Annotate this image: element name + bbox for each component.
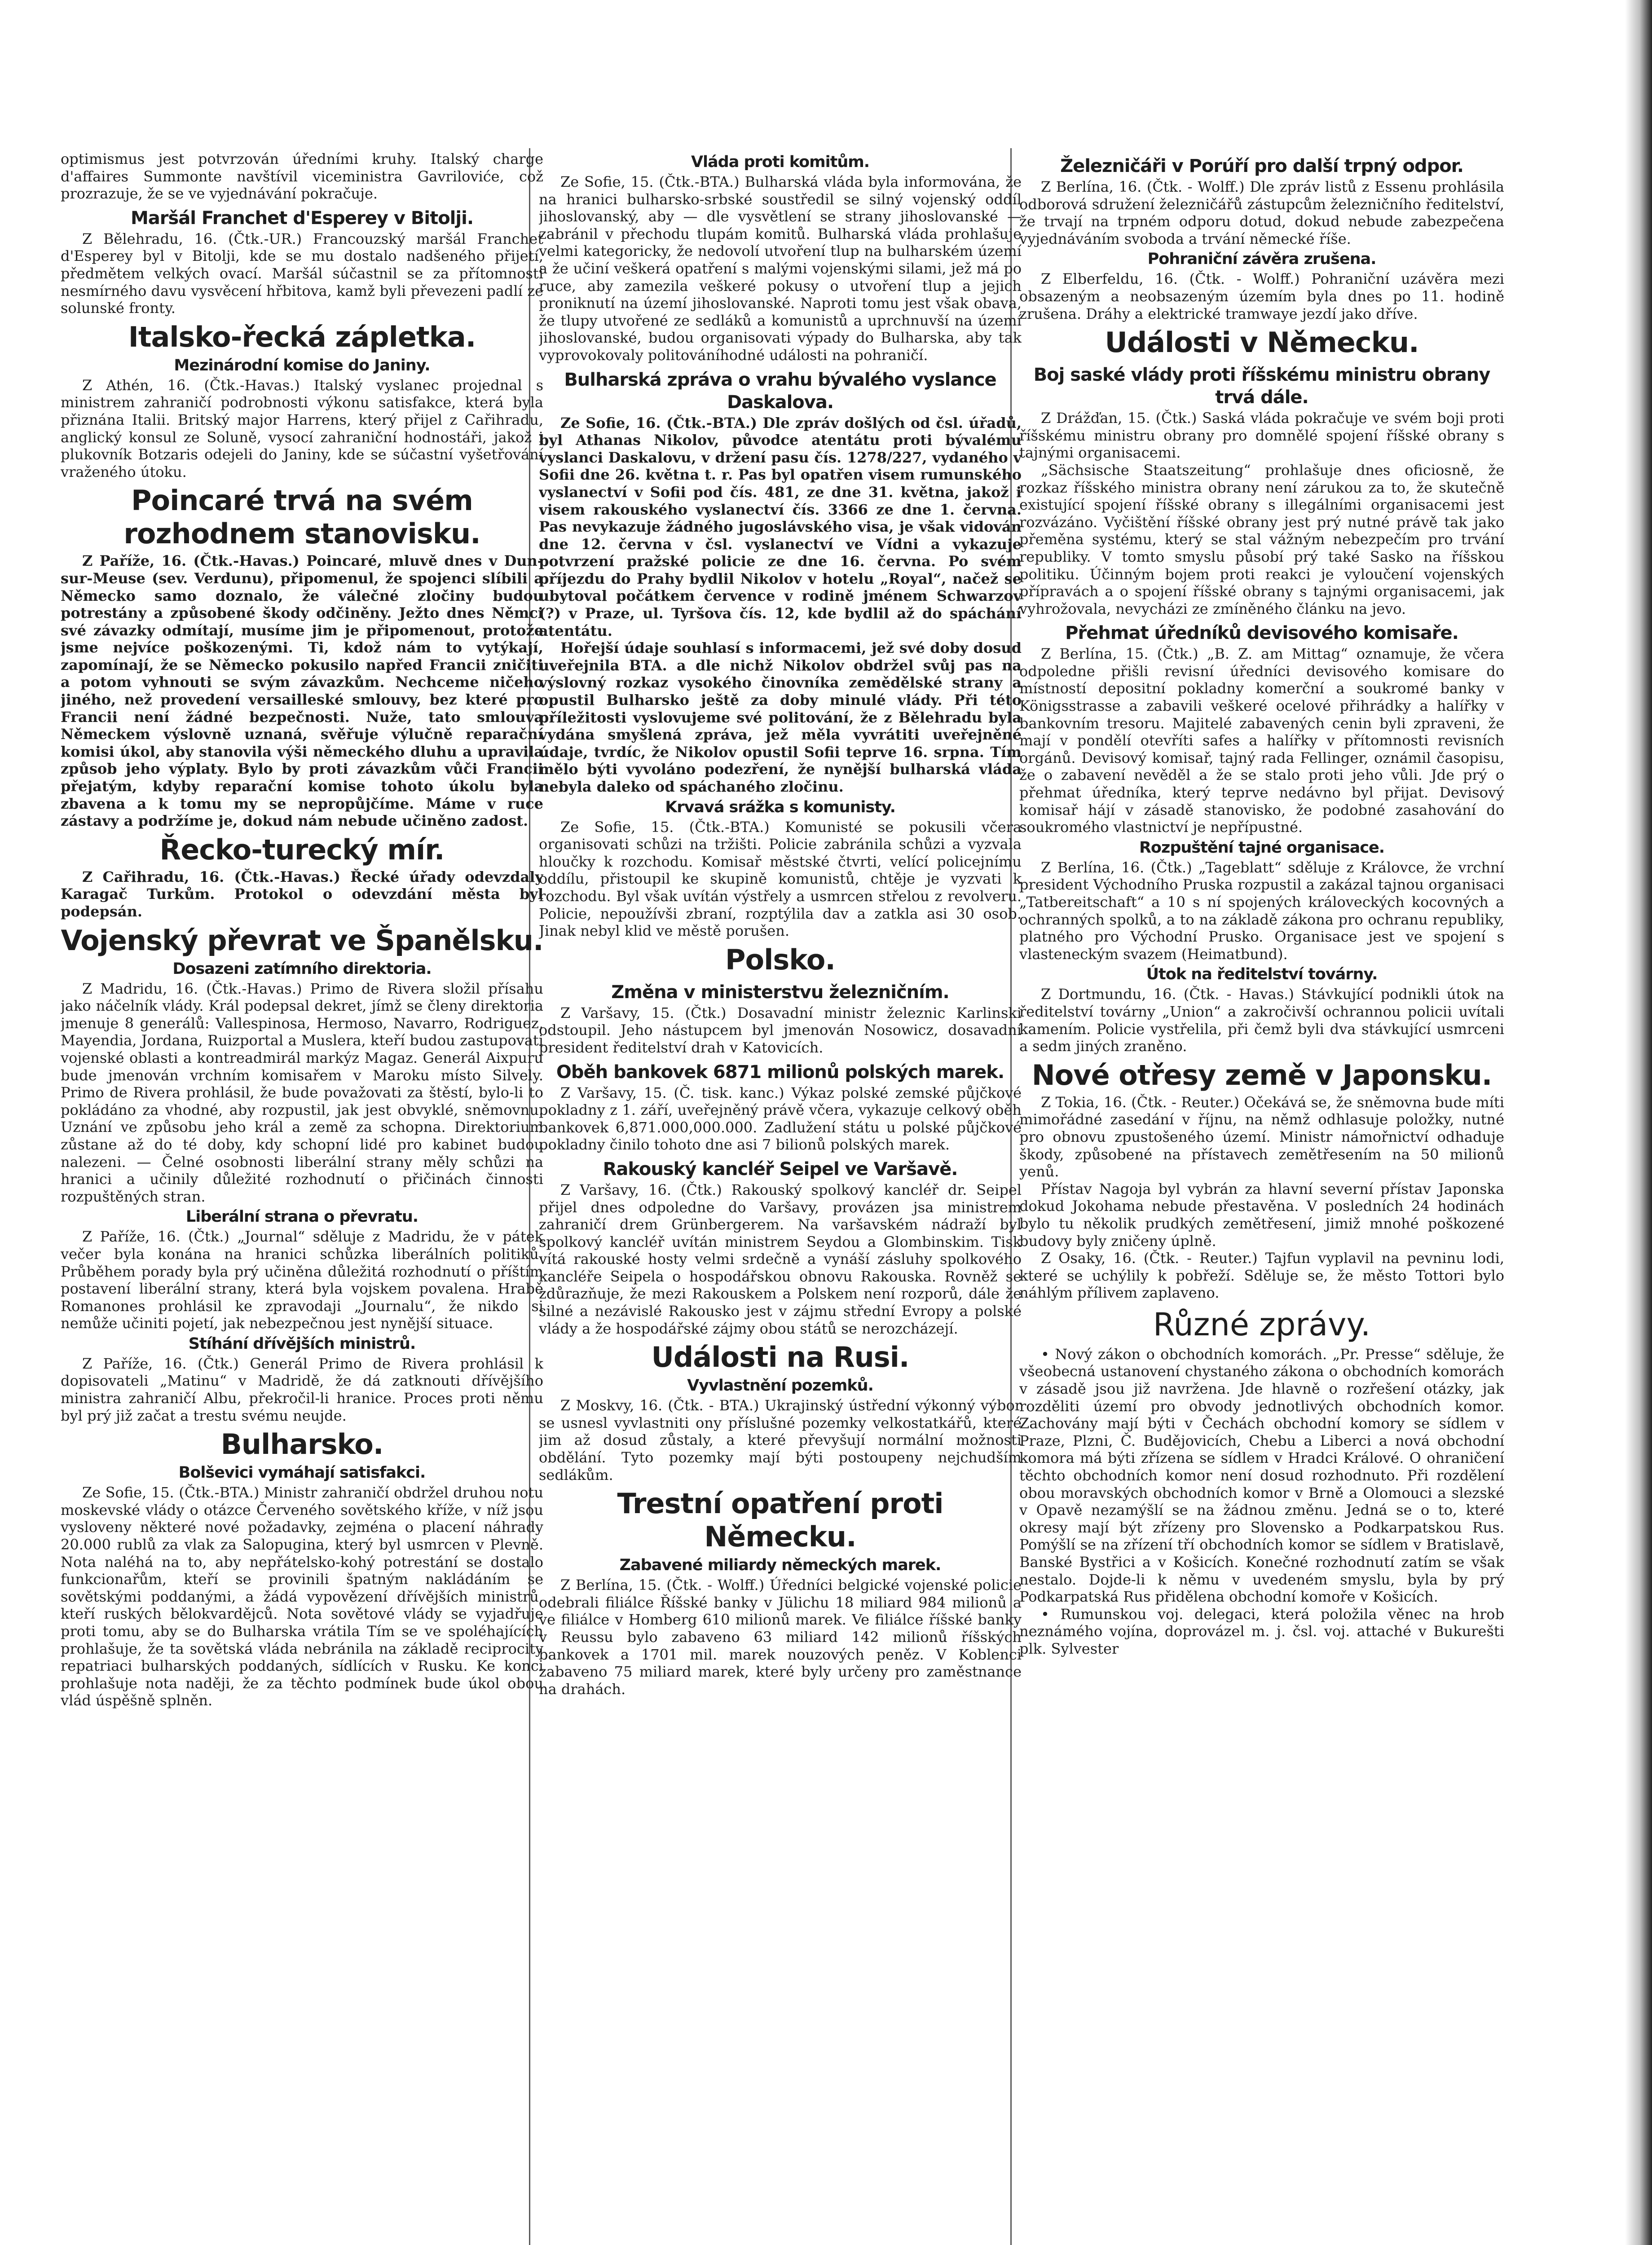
- article-paragraph: Z Paříže, 16. (Čtk.) Generál Primo de Rivera prohlásil k dopisovateli „Matinu“ v Madridě, že dá zatknouti dřívějšího ministra zahraničí Albu, překročil-li hranice. Proces proti němu byl prý již začat a trestu svému neujde.: [61, 1355, 543, 1424]
- article-paragraph: Ze Sofie, 15. (Čtk.-BTA.) Bulharská vláda byla informována, že na hranici bulharsko-srbské soustředil se silný vojenský oddíl jihoslovanský, aby — dle vysvětlení se strany jihoslovanské — zabránil v přechodu tlupám komitů. Bulharská vláda prohlašuje velmi kategoricky, že nedovolí utvoření tlup na bulharském území a že učiní veškerá opatření s malými vojenskými silami, jež má po ruce, aby zamezila veškeré pokusy o utvoření tlup a jejich proniknutí na území jihoslovanské. Naproti tomu jest však obava, že tlupy utvořené ze sedláků a komunistů a uprchnuvší na území jihoslovanské, budou organisovati výpady do Bulharska, aby tak vyprovokovaly politováníhodné události na pohraničí.: [539, 173, 1022, 364]
- article-paragraph: • Rumunskou voj. delegaci, která položila věnec na hrob neznámého vojína, doprovázel m. j. čsl. voj. attaché v Bukurešti plk. Sylvester: [1019, 1605, 1504, 1657]
- section-headline: Vojenský převrat ve Španělsku.: [61, 924, 543, 957]
- article-headline: Boj saské vlády proti říšskému ministru obrany trvá dále.: [1033, 365, 1490, 408]
- newspaper-column-1: [61, 150, 543, 2245]
- article-headline: Změna v ministerstvu železničním.: [611, 982, 949, 1003]
- article-subheadline: Krvavá srážka s komunisty.: [665, 798, 895, 816]
- article-subheadline: Vyvlastnění pozemků.: [687, 1377, 873, 1395]
- article-paragraph: Z Moskvy, 16. (Čtk. - BTA.) Ukrajinský ústřední výkonný výbor se usnesl vyvlastniti ony příslušné pozemky velkostatkářů, které jim až dosud zůstaly, a které převyšují normální možnosti obdělání. Tyto pozemky mají býti postoupeny nejchudším sedlákům.: [539, 1397, 1022, 1483]
- article-subheadline: Rozpuštění tajné organisace.: [1139, 838, 1385, 857]
- article-paragraph: Z Berlína, 16. (Čtk. - Wolff.) Dle zpráv listů z Essenu prohlásila odborová sdružení železničářů zástupcům železničního ředitelství, že trvají na trpném odporu dotud, dokud nebude zabezpečena vyjednáváním svoboda a trvání německé říše.: [1019, 178, 1504, 247]
- article-paragraph: Z Varšavy, 15. (Č. tisk. kanc.) Výkaz polské zemské půjčkové pokladny z 1. září, uveřejněný právě včera, vykazuje celkový oběh bankovek 6,871.000,000.000. Zadlužení státu u polské půjčkové pokladny činilo tohoto dne asi 7 bilionů polských marek.: [539, 1084, 1022, 1153]
- article-subheadline: Dosazeni zatímního direktoria.: [172, 960, 432, 978]
- article-subheadline: Útok na ředitelství továrny.: [1146, 965, 1378, 984]
- article-subheadline: Mezinárodní komise do Janiny.: [174, 356, 430, 374]
- article-paragraph: Z Paříže, 16. (Čtk.-Havas.) Poincaré, mluvě dnes v Dun-sur-Meuse (sev. Verdunu), připomenul, že spojenci slíbili a Německo samo doznalo, že válečné zločiny budou potrestány a způsobené škody odčiněny. Ježto dnes Němci své závazky odmítají, musíme jim je připomenout, protože jsme nejvíce poškozenými. Ti, kdož nám to vytýkají, zapomínají, že se Německo pokusilo napřed Francii zničiti a potom vyhnouti se svým závazkům. Nechceme ničeho jiného, než provedení versailleské smlouvy, bez které pro Francii není žádné bezpečnosti. Nuže, tato smlouva Německem výslovně uznaná, svěřuje výlučně reparační komisi úkol, aby stanovila výši německého dluhu a upravila způsob jeho výplaty. Bylo by proti závazkům vůči Francii přejatým, kdyby reparační komise tohoto úkolu byla zbavena a k tomu my se nepropůjčíme. Máme v ruce zástavy a podržíme je, dokud nám nebude učiněno zadost.: [61, 552, 543, 830]
- section-headline: Nové otřesy země v Japonsku.: [1031, 1058, 1492, 1092]
- article-paragraph: Přístav Nagoja byl vybrán za hlavní severní přístav Japonska dokud Jokohama nebude přestavěna. V posledních 24 hodinách bylo tu několik prudkých zemětřesení, jimiž mnohé poškozené budovy byly zničeny úplně.: [1019, 1180, 1504, 1250]
- article-paragraph: Z Athén, 16. (Čtk.-Havas.) Italský vyslanec projednal s ministrem zahraničí podrobnosti výkonu satisfakce, která byla přiznána Italii. Britský major Harrens, který přijel z Cařihradu, anglický konsul ze Soluně, vysocí zahraniční hodnostáři, jakož i plukovník Botzaris odejeli do Janiny, kde se súčastní vyšetřování vraženého útoku.: [61, 376, 543, 480]
- article-headline: Maršál Franchet d'Esperey v Bitolji.: [130, 207, 474, 229]
- article-paragraph: Z Berlína, 16. (Čtk.) „Tageblatt“ sděluje z Královce, že vrchní president Východního Pruska rozpustil a zakázal tajnou organisaci „Tatbereitschaft“ a 10 s ní spojených královeckých kocovných a ochranných spolků, a to na základě zákona pro ochranu republiky, platného pro Východní Prusko. Organisace jest ve spojení s vlasteneckým svazem (Heimatbund).: [1019, 858, 1504, 963]
- section-headline: Poincaré trvá na svém rozhodnem stanovisku.: [123, 484, 480, 550]
- article-paragraph: Z Osaky, 16. (Čtk. - Reuter.) Tajfun vyplavil na pevninu lodi, které se uchýlily k pobřeží. Sděluje se, že město Tottori bylo náhlým přílivem zaplaveno.: [1019, 1250, 1504, 1302]
- article-headline: Bulharská zpráva o vrahu bývalého vyslance Daskalova.: [564, 369, 996, 413]
- article-paragraph: Z Drážďan, 15. (Čtk.) Saská vláda pokračuje ve svém boji proti říšskému ministru obrany pro domnělé spojení říšské obrany s tajnými organisacemi.: [1019, 409, 1504, 462]
- article-paragraph: Z Berlína, 15. (Čtk. - Wolff.) Úředníci belgické vojenské policie odebrali filiálce Říšské banky v Jülichu 18 miliard 984 milionů a ve filiálce v Homberg 610 milionů marek. Ve filiálce říšské banky v Reussu bylo zabaveno 63 miliard 142 milionů říšských bankovek a 1701 mil. marek nouzových peněz. V Koblenci zabaveno 75 miliard marek, které byly určeny pro zaměstnance na drahách.: [539, 1576, 1022, 1698]
- article-paragraph: Z Dortmundu, 16. (Čtk. - Havas.) Stávkující podnikli útok na ředitelství továrny „Union“ a zakročivší ochrannou policii uvítali kamením. Policie vystřelila, při čemž byli dva stávkující usmrceni a sedm jiných zraněno.: [1019, 986, 1504, 1055]
- article-paragraph: Z Berlína, 15. (Čtk.) „B. Z. am Mittag“ oznamuje, že včera odpoledne přišli revisní úředníci devisového komisare do místností depositní pokladny komerční a soukromé banky v Königsstrasse a zabavili veškeré ocelové přihrádky a halířky v bankovním tresoru. Majitelé zabavených cenin byli zpraveni, že mají v pondělí otevříti safes a halířky v přítomnosti revisních orgánů. Devisový komisař, tajný rada Fellinger, oznámil časopisu, že o zabavení nevěděl a že se stalo proti jeho vůli. Jde prý o přehmat úředníka, který teprve nedávno byl přijat. Devisový komisař hájí v zásadě stanovisko, že podobné zasahování do soukromého vlastnictví je nepřípustné.: [1019, 645, 1504, 836]
- section-headline: Události v Německu.: [1105, 326, 1419, 359]
- article-headline: Železničáři v Porúří pro další trpný odpor.: [1060, 156, 1463, 176]
- article-subheadline: Stíhání dřívějších ministrů.: [188, 1334, 416, 1353]
- article-subheadline: Zabavené miliardy německých marek.: [619, 1556, 941, 1575]
- newspaper-column-2: [539, 150, 1022, 2245]
- article-subheadline: Liberální strana o převratu.: [185, 1208, 419, 1226]
- article-paragraph: optimismus jest potvrzován úředními kruhy. Italský charge d'affaires Summonte navštívil viceministra Gavriloviće, což prozrazuje, že se ve vyjednávání pokračuje.: [61, 150, 543, 202]
- article-paragraph: Ze Sofie, 15. (Čtk.-BTA.) Komunisté se pokusili včera organisovati schůzi na tržišti. Policie zabránila schůzi a vyzvala hloučky k rozchodu. Komisař městské čtvrti, velící policejnímu oddílu, přistoupil ke skupině komunistů, chtěje je vyzvati k rozchodu. Byl však uvítán výstřely a usmrcen střelou z revolveru. Policie, nepoužívši zbraní, rozptýlila dav a zatkla asi 30 osob. Jinak nebyl klid ve městě porušen.: [539, 818, 1022, 940]
- newspaper-column-3: [1019, 150, 1504, 2245]
- article-headline: Oběh bankovek 6871 milionů polských marek.: [556, 1061, 1004, 1083]
- article-headline: Přehmat úředníků devisového komisaře.: [1065, 623, 1458, 644]
- article-subheadline: Bolševici vymáhají satisfakci.: [178, 1464, 426, 1482]
- article-paragraph: Z Paříže, 16. (Čtk.) „Journal“ sděluje z Madridu, že v pátek večer byla konána na hranici schůzka liberálních politiků. Průběhem porady byla prý učiněna důležitá rozhodnutí o příštím postavení liberální strany, která byla vojskem povalena. Hrabě Romanones prohlásil ke zpravodaji „Journalu“, že nikdo si nemůže učiniti pojetí, jak nebezpečnou jest nynější situace.: [61, 1228, 543, 1332]
- section-headline: Různé zprávy.: [1153, 1306, 1371, 1343]
- article-paragraph: Z Varšavy, 16. (Čtk.) Rakouský spolkový kancléř dr. Seipel přijel dnes odpoledne do Varšavy, provázen jsa ministrem zahraničí drem Grünbergerem. Na varšavském nádraží byl spolkový kancléř uvítán ministrem Seydou a Glombinskim. Tisk vítá rakouské hosty velmi srdečně a vynáší zásluhy spolkového kancléře Seipela o hospodářskou obnovu Rakouska. Rovněž se zdůrazňuje, že mezi Rakouskem a Polskem není rozporů, dále že silné a nezávislé Rakousko jest v zájmu střední Evropy a polské vlády a že hospodářské zájmy obou států se nerozcházejí.: [539, 1181, 1022, 1337]
- article-headline: Rakouský kancléř Seipel ve Varšavě.: [603, 1158, 958, 1180]
- section-headline: Polsko.: [725, 943, 835, 976]
- article-subheadline: Vláda proti komitům.: [691, 153, 870, 171]
- article-paragraph: Z Varšavy, 15. (Čtk.) Dosavadní ministr železnic Karlinski odstoupil. Jeho nástupcem byl jmenován Nosowicz, dosavadní president ředitelství drah v Katovicích.: [539, 1004, 1022, 1056]
- section-headline: Italsko-řecká zápletka.: [128, 320, 476, 353]
- article-subheadline: Pohraniční závěra zrušena.: [1147, 250, 1376, 269]
- section-headline: Události na Rusi.: [651, 1341, 909, 1374]
- article-paragraph: Z Elberfeldu, 16. (Čtk. - Wolff.) Pohraniční uzávěra mezi obsazeným a neobsazeným územím byla dnes po 11. hodině zrušena. Dráhy a elektrické tramwaye jezdí jako dříve.: [1019, 270, 1504, 322]
- article-paragraph: Z Tokia, 16. (Čtk. - Reuter.) Očekává se, že sněmovna bude míti mimořádné zasedání v říjnu, na němž odhlasuje položky, nutné pro obnovu zpustošeného území. Ministr námořnictví odhaduje škody, způsobené na přístavech zemětřesením na 50 milionů yenů.: [1019, 1093, 1504, 1180]
- section-headline: Řecko-turecký mír.: [159, 833, 445, 866]
- section-headline: Bulharsko.: [220, 1428, 383, 1461]
- article-paragraph: Ze Sofie, 16. (Čtk.-BTA.) Dle zpráv došlých od čsl. úřadů, byl Athanas Nikolov, původce atentátu proti bývalému vyslanci Daskalovu, v držení pasu čís. 1278/227, vydaného v Sofii dne 26. května t. r. Pas byl opatřen visem rumunského vyslanectví v Sofii pod čís. 481, ze dne 31. května, jakož i visem rakouského vyslanectví čís. 3366 ze dne 1. června. Pas nevykazuje žádného jugoslávského visa, je však vidován dne 12. června v čsl. vyslanectví ve Vídni a vykazuje potvrzení pražské policie ze dne 16. června. Po svém příjezdu do Prahy bydlil Nikolov v hotelu „Royal“, načež se ubytoval počátkem července v rodině jménem Schwarzov (?) v Praze, ul. Tyršova čís. 12, kde bydlil až do spáchání atentátu.: [539, 414, 1022, 639]
- article-paragraph: • Nový zákon o obchodních komorách. „Pr. Presse“ sděluje, že všeobecná ustanovení chystaného zákona o obchodních komorách v zásadě jsou již navržena. Jde hlavně o rozřešení otázky, jak rozděliti území pro obvody jednotlivých obchodních komor. Zachovány mají býti v Čechách obchodní komory se sídlem v Praze, Plzni, Č. Budějovicích, Chebu a Liberci a nová obchodní komora má býti zřízena se sídlem v Hradci Králové. O ohraničení těchto obchodních komor není dosud rozhodnuto. Při rozdělení obou moravských obchodních komor v Brně a Olomouci a slezské v Opavě nezamýšlí se na žádnou změnu. Jedná se o to, které okresy mají být zřízeny pro Slovensko a Podkarpatskou Rus. Pomýšlí se na zřízení tří obchodních komor se sídlem v Bratislavě, Banské Bystřici a v Košicích. Konečné rozhodnutí zatím se však nestalo. Dojde-li k němu v uvedeném smyslu, byla by prý Podkarpatská Rus přidělena obchodní komoře v Košicích.: [1019, 1345, 1504, 1606]
- article-paragraph: Z Cařihradu, 16. (Čtk.-Havas.) Řecké úřady odevzdaly Karagač Turkům. Protokol o odevzdání města byl podepsán.: [61, 868, 543, 920]
- article-paragraph: Hořejší údaje souhlasí s informacemi, jež své doby dosud uveřejnila BTA. a dle nichž Nikolov obdržel svůj pas na výslovný rozkaz vysokého činovníka zemědělské strany a opustil Bulharsko ještě za doby minulé vlády. Při této příležitosti vyslovujeme své politování, že z Bělehradu byla vydána smyšlená zpráva, jež měla vyvrátiti uveřejněné údaje, tvrdíc, že Nikolov opustil Sofii teprve 16. srpna. Tím mělo býti vyvoláno podezření, že nynější bulharská vláda nebyla daleko od spáchaného zločinu.: [539, 639, 1022, 795]
- article-paragraph: Ze Sofie, 15. (Čtk.-BTA.) Ministr zahraničí obdržel druhou notu moskevské vlády o otázce Červeného sovětského kříže, v níž jsou vysloveny některé nové požadavky, zejména o placení náhrady 20.000 rublů za vlak za Salopugina, který byl usmrcen v Plevně. Nota naléhá na to, aby nepřátelsko-kohý potrestání se dostalo funkcionařům, kteří se provinili špatným nakládáním se sovětskými poddanými, a žádá vypovězení dřívějších ministrů, kteří ruských bělokvardějců. Nota sovětové vlády se vyjadřuje proti tomu, aby se do Bulharska vrátila Tím se ve spoléhajících prohlašuje, že ta sovětská vláda nebránila na základě reciprocity repatriaci bulharských poddaných, sídlících v Rusku. Ke konci prohlašuje nota naději, že za těchto podmínek bude úkol obou vlád úspěšně splněn.: [61, 1484, 543, 1709]
- article-paragraph: „Sächsische Staatszeitung“ prohlašuje dnes oficiosně, že rozkaz říšského ministra obrany není zárukou za to, že skutečně existující spojení říšské obrany s illegálními organisacemi jest rozvázáno. Vyčištění říšské obrany jest prý nutné právě tak jako přeměna systému, který se stal vážným nebezpečím pro trvání republiky. V tomto smyslu působí prý také Sasko na říšskou politiku. Účinným bojem proti reakci je vyloučení vojenských přípravách a o spojení říšské obrany s tajnými organisacemi, jak vyhrožovala, nevycházi ze zmíněného článku na jevo.: [1019, 461, 1504, 617]
- article-paragraph: Z Bělehradu, 16. (Čtk.-UR.) Francouzský maršál Franchet d'Esperey byl v Bitolji, kde se mu dostalo nadšeného přijetí, předmětem velkých ovací. Maršál súčastnil se za přítomnosti nesmírného davu vysvěcení hřbitova, kamž byli převezeni padlí ze solunské fronty.: [61, 230, 543, 317]
- section-headline: Trestní opatření proti Německu.: [617, 1487, 943, 1554]
- page-edge-shadow: [1625, 0, 1652, 2245]
- article-paragraph: Z Madridu, 16. (Čtk.-Havas.) Primo de Rivera složil přísahu jako náčelník vlády. Král podepsal dekret, jímž se členy direktoria jmenuje 8 generálů: Vallespinosa, Hermoso, Navarro, Rodriguez, Mayendia, Jordana, Ruizportal a Muslera, kteří budou zastupovati vojenské oblasti a kontreadmirál markýz Magaz. Generál Aixpuru bude jmenován vrchním komisařem v Maroku místo Silvely. Primo de Rivera prohlásil, že bude považovati za štěstí, bylo-li to pokládáno za vhodné, aby rozpustil, jak jest obvyklé, sněmovnu. Uznání ve způsobu jeho král a země za schopna. Direktorium zůstane až do té doby, kdy schopní lidé pro kabinet budou nalezeni. — Čelné osobnosti liberální strany měly schůzi na hranici a učinily důležité rozhodnutí o přičinách činnosti rozpuštěných stran.: [61, 980, 543, 1205]
